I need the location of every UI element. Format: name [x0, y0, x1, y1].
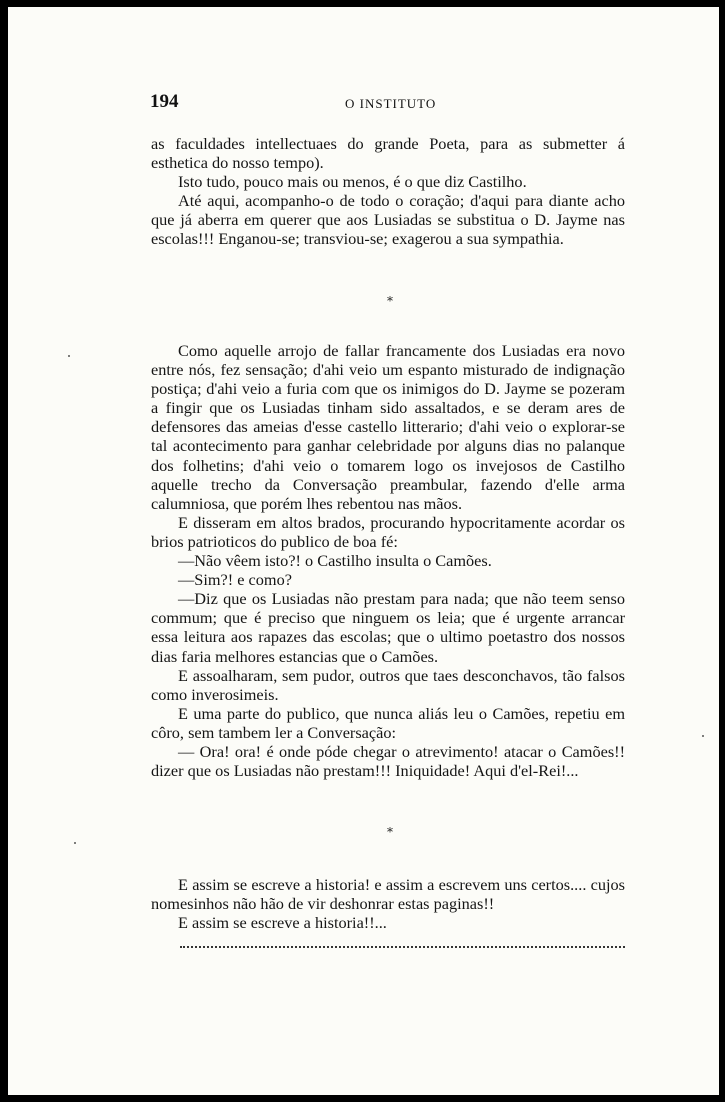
dotted-rule	[180, 946, 625, 948]
paragraph: Isto tudo, pouco mais ou menos, é o que diz Castilho.	[178, 172, 527, 192]
dialogue-line: —Sim?! e como?	[178, 570, 292, 590]
page-header	[8, 91, 719, 115]
text-block-middle	[151, 341, 625, 780]
page-number: 194	[150, 91, 179, 112]
paragraph: E assim se escreve a historia! e assim a escrevem uns certos.... cujos nomesinhos não hão de vir deshonrar estas paginas!!	[151, 875, 625, 914]
text-block-top	[151, 134, 625, 249]
book-page	[8, 7, 719, 1095]
paper-speck	[702, 735, 704, 737]
section-separator: *	[387, 294, 393, 308]
dialogue-line: —Não vêem isto?! o Castilho insulta o Camões.	[178, 551, 492, 571]
section-separator: *	[387, 825, 393, 839]
text-block-bottom	[151, 875, 625, 932]
paragraph: Até aqui, acompanho-o de todo o coração; d'aqui para diante acho que já aberra em querer que aos Lusiadas se substitua o D. Jayme nas escolas!!! Enganou-se; transviou-se; exagerou a sua sympathia.	[151, 191, 625, 249]
paper-speck	[74, 842, 76, 844]
paragraph: as faculdades intellectuaes do grande Poeta, para as submetter á esthetica do nosso tempo).	[151, 134, 625, 173]
dialogue-line: — Ora! ora! é onde póde chegar o atrevimento! atacar o Camões!! dizer que os Lusiadas não prestam!!! Iniquidade! Aqui d'el-Rei!...	[151, 741, 625, 781]
dialogue-line: —Diz que os Lusiadas não prestam para nada; que não teem senso commum; que é preciso que ninguem os leia; que é urgente arrancar essa leitura aos rapazes das escolas; que o ultimo poetastro dos nossos dias faria melhores estancias que o Camões.	[151, 589, 625, 666]
paragraph: Como aquelle arrojo de fallar francamente dos Lusiadas era novo entre nós, fez sensação; d'ahi veio um espanto misturado de indignação postiça; d'ahi veio a furia com que os inimigos do D. Jayme se pozeram a fingir que os Lusiadas tinham sido assaltados, e se deram ares de defensores das ameias d'esse castello litterario; d'ahi veio o explorar-se tal acontecimento para ganhar celebridade por alguns dias no palanque dos folhetins; d'ahi veio o tomarem logo os invejosos de Castilho aquelle trecho da Conversação preambular, fazendo d'elle arma calumniosa, que porém lhes rebentou nas mãos.	[151, 341, 625, 513]
paragraph: E uma parte do publico, que nunca aliás leu o Camões, repetiu em côro, sem tambem ler a Conversação:	[151, 703, 625, 742]
running-title: O INSTITUTO	[345, 96, 437, 111]
paper-speck	[68, 355, 70, 357]
paragraph: E assoalharam, sem pudor, outros que taes desconchavos, tão falsos como inverosimeis.	[151, 665, 625, 704]
paragraph: E assim se escreve a historia!!...	[178, 913, 387, 933]
paragraph: E disseram em altos brados, procurando hypocritamente acordar os brios patrioticos do publico de boa fé:	[151, 512, 625, 551]
